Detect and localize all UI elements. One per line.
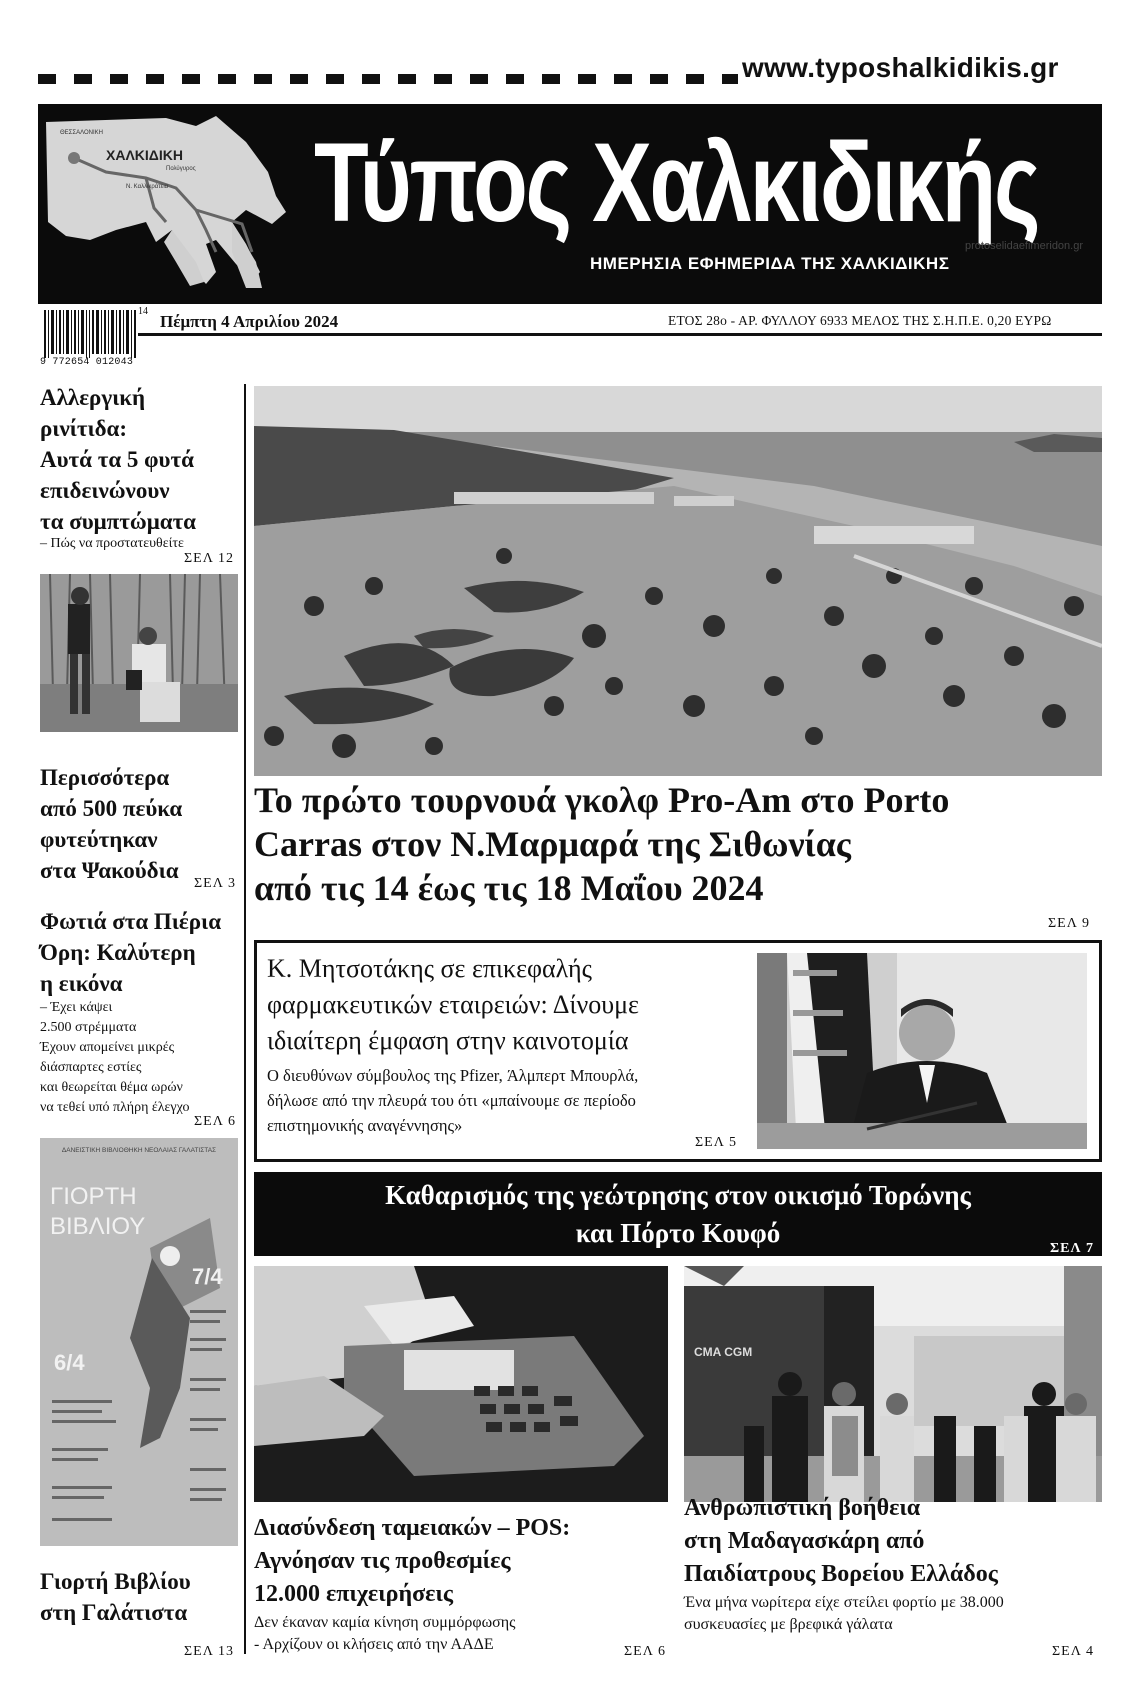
barcode-number: 9 772654 012043: [40, 357, 134, 368]
masthead: [38, 104, 1102, 304]
date-rule: [138, 333, 1102, 336]
issue-info: ΕΤΟΣ 28ο - ΑΡ. ΦΥΛΛΟΥ 6933 ΜΕΛΟΣ ΤΗΣ Σ.Η.Π.Ε. 0,20 ΕΥΡΩ: [668, 313, 1052, 328]
poster-date-1: 6/4: [54, 1350, 85, 1375]
mitsotakis-story-box: [254, 940, 1102, 1162]
book-festival-page-ref: ΣΕΛ 13: [184, 1644, 234, 1659]
mitsotakis-headline[interactable]: Κ. Μητσοτάκης σε επικεφαλής φαρμακευτικών εταιρειών: Δίνουμε ιδιαίτερη έμφαση στην καινοτομία: [267, 954, 639, 1055]
watermark-text: protoselidaefimeridon.gr: [965, 240, 1084, 252]
mitsotakis-photo: [757, 953, 1087, 1149]
paper-title: Τύπος Χαλκιδικής: [314, 120, 1039, 245]
fire-headline[interactable]: Φωτιά στα Πιέρια Όρη: Καλύτερη η εικόνα: [40, 909, 222, 996]
site-url[interactable]: www.typoshalkidikis.gr: [742, 52, 1059, 83]
fire-subhead: – Έχει κάψει 2.500 στρέμματα Έχουν απομείνει μικρές διάσπαρτες εστίες και θεωρείται θέμα ωρών να τεθεί υπό πλήρη έλεγχο: [40, 1000, 190, 1115]
issue-date: Πέμπτη 4 Απριλίου 2024: [160, 312, 339, 331]
pine-trees-headline[interactable]: Περισσότερα από 500 πεύκα φυτεύτηκαν στα Ψακούδια: [40, 765, 183, 883]
allergy-headline[interactable]: Αλλεργική ρινίτιδα: Αυτά τα 5 φυτά επιδεινώνουν τα συμπτώματα: [40, 385, 197, 534]
aid-headline[interactable]: Ανθρωπιστική βοήθεια στη Μαδαγασκάρη από Παιδίατρους Βορείου Ελλάδος: [684, 1495, 998, 1587]
tree-planting-photo: [40, 574, 238, 732]
pos-page-ref: ΣΕΛ 6: [624, 1644, 666, 1659]
golf-course-aerial-photo: [254, 386, 1102, 776]
container-label: CMA CGM: [694, 1345, 753, 1359]
mitsotakis-summary: Ο διευθύνων σύμβουλος της Pfizer, Άλμπερτ Μπουρλά, δήλωσε από την πλευρά του ότι «μπαίνουμε σε περίοδο επιστημονικής αναγέννησης»: [267, 1066, 639, 1135]
barcode-graphic: [44, 310, 136, 358]
toroni-banner[interactable]: [254, 1172, 1102, 1256]
pine-trees-page-ref: ΣΕΛ 3: [194, 876, 236, 891]
paper-subtitle: ΗΜΕΡΗΣΙΑ ΕΦΗΜΕΡΙΔΑ ΤΗΣ ΧΑΛΚΙΔΙΚΗΣ: [590, 254, 950, 273]
aid-summary: Ένα μήνα νωρίτερα είχε στείλει φορτίο με 38.000 συσκευασίες με βρεφικά γάλατα: [684, 1594, 1004, 1633]
column-divider: [244, 384, 246, 1654]
map-label: ΧΑΛΚΙΔΙΚΗ: [106, 147, 183, 163]
golf-page-ref: ΣΕΛ 9: [1048, 916, 1090, 931]
fire-page-ref: ΣΕΛ 6: [194, 1114, 236, 1129]
svg-text:Πολύγυρος: Πολύγυρος: [166, 166, 196, 172]
book-festival-headline[interactable]: Γιορτή Βιβλίου στη Γαλάτιστα: [40, 1569, 191, 1625]
poster-date-2: 7/4: [192, 1264, 223, 1289]
allergy-page-ref: ΣΕΛ 12: [184, 551, 234, 566]
toroni-page-ref: ΣΕΛ 7: [1050, 1241, 1095, 1256]
aid-page-ref: ΣΕΛ 4: [1052, 1644, 1094, 1659]
barcode-addon: 14: [138, 306, 148, 317]
pos-headline[interactable]: Διασύνδεση ταμειακών – POS: Αγνόησαν τις προθεσμίες 12.000 επιχειρήσεις: [254, 1515, 571, 1607]
poster-org: ΔΑΝΕΙΣΤΙΚΗ ΒΙΒΛΙΟΘΗΚΗ ΝΕΟΛΑΙΑΣ ΓΑΛΑΤΙΣΤΑΣ: [61, 1147, 217, 1154]
allergy-subhead: – Πώς να προστατευθείτε: [40, 536, 184, 551]
mitsotakis-page-ref: ΣΕΛ 5: [695, 1135, 737, 1150]
chalkidiki-map: [46, 112, 300, 294]
toroni-headline-line2: και Πόρτο Κουφό: [575, 1218, 781, 1248]
book-festival-poster: [40, 1138, 238, 1546]
dashed-rule: [38, 74, 738, 84]
svg-text:ΘΕΣΣΑΛΟΝΙΚΗ: ΘΕΣΣΑΛΟΝΙΚΗ: [60, 130, 103, 136]
pos-summary: Δεν έκαναν καμία κίνηση συμμόρφωσης - Αρχίζουν οι κλήσεις από την ΑΑΔΕ: [254, 1614, 516, 1653]
poster-title-1: ΓΙΟΡΤΗ: [50, 1183, 137, 1210]
poster-title-2: ΒΙΒΛΙΟΥ: [50, 1213, 146, 1240]
pos-terminal-photo: [254, 1266, 668, 1502]
toroni-headline-line1: Καθαρισμός της γεώτρησης στον οικισμό Τορώνης: [385, 1180, 971, 1210]
svg-text:Ν. Καλλικράτεια: Ν. Καλλικράτεια: [126, 184, 169, 190]
humanitarian-aid-photo: [684, 1266, 1102, 1502]
golf-headline[interactable]: Το πρώτο τουρνουά γκολφ Pro-Am στο Porto Carras στον Ν.Μαρμαρά της Σιθωνίας από τις 14 έως τις 18 Μαΐου 2024: [254, 780, 950, 908]
